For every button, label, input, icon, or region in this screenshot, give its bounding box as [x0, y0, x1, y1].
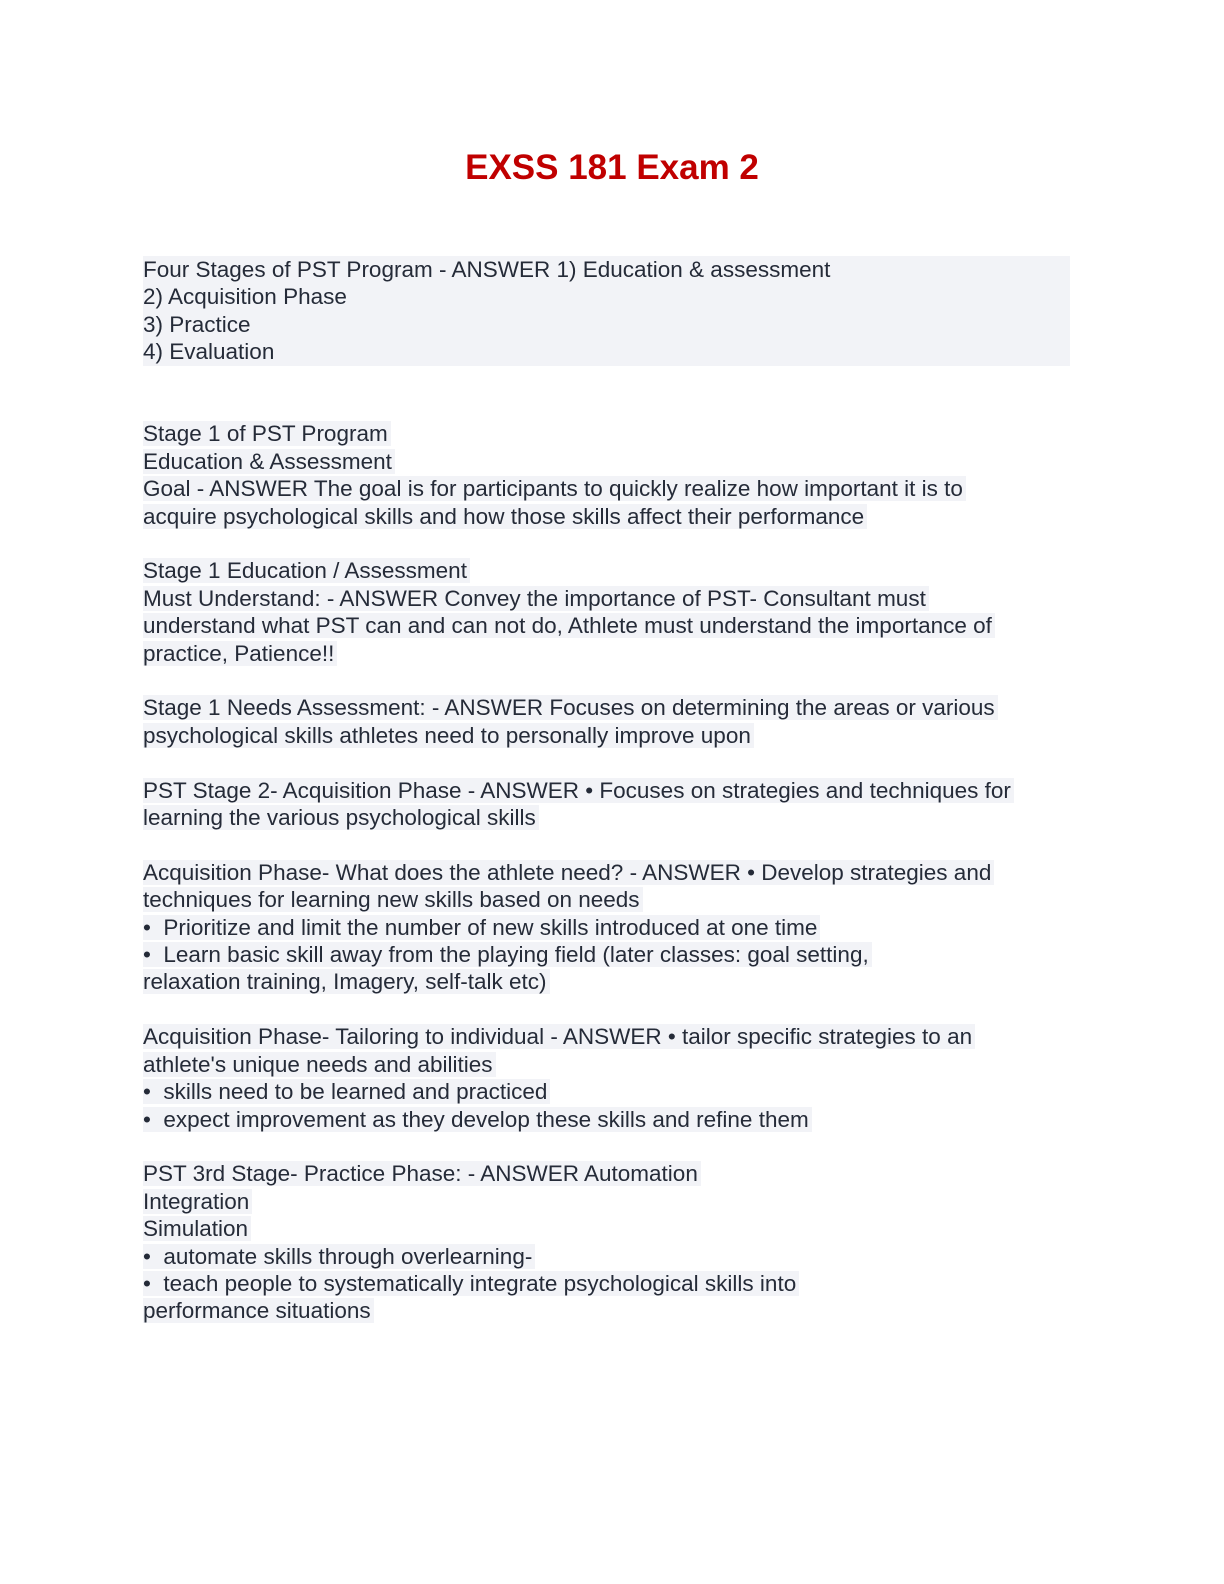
card-line: Stage 1 of PST Program	[143, 421, 391, 446]
card-line: Goal - ANSWER The goal is for participants to quickly realize how important it is to	[143, 476, 966, 501]
card-line: Four Stages of PST Program - ANSWER 1) Education & assessment	[143, 257, 831, 282]
card-line: PST Stage 2- Acquisition Phase - ANSWER • Focuses on strategies and techniques for	[143, 778, 1014, 803]
card-line: Must Understand: - ANSWER Convey the importance of PST- Consultant must	[143, 586, 929, 611]
card-line: techniques for learning new skills based on needs	[143, 887, 643, 912]
card-line: Education & Assessment	[143, 449, 395, 474]
card-line: 4) Evaluation	[143, 339, 275, 365]
card-line: psychological skills athletes need to personally improve upon	[143, 723, 754, 748]
card-line: learning the various psychological skills	[143, 805, 539, 830]
card-line: acquire psychological skills and how those skills affect their performance	[143, 504, 867, 529]
card-line: practice, Patience!!	[143, 641, 337, 666]
card-line: • expect improvement as they develop these skills and refine them	[143, 1107, 812, 1132]
card-line: Simulation	[143, 1216, 251, 1241]
flashcard	[143, 256, 1070, 366]
flashcard	[143, 1160, 1083, 1324]
card-line: performance situations	[143, 1298, 374, 1323]
card-line: 3) Practice	[143, 311, 251, 337]
card-line: • skills need to be learned and practiced	[143, 1079, 550, 1104]
card-line: • automate skills through overlearning-	[143, 1244, 535, 1269]
card-line: • Prioritize and limit the number of new skills introduced at one time	[143, 915, 820, 940]
card-line: Acquisition Phase- Tailoring to individual - ANSWER • tailor specific strategies to an	[143, 1024, 975, 1049]
flashcard	[143, 777, 1083, 832]
flashcard	[143, 1023, 1083, 1133]
card-line: relaxation training, Imagery, self-talk etc)	[143, 969, 550, 994]
flashcard	[143, 557, 1083, 667]
card-line: Integration	[143, 1189, 252, 1214]
flashcard	[143, 420, 1083, 530]
flashcard	[143, 694, 1083, 749]
card-line: athlete's unique needs and abilities	[143, 1052, 496, 1077]
card-line: understand what PST can and can not do, Athlete must understand the importance of	[143, 613, 995, 638]
card-line: • teach people to systematically integrate psychological skills into	[143, 1271, 799, 1296]
card-line: 2) Acquisition Phase	[143, 284, 347, 310]
card-line: Acquisition Phase- What does the athlete need? - ANSWER • Develop strategies and	[143, 860, 994, 885]
card-line: PST 3rd Stage- Practice Phase: - ANSWER Automation	[143, 1161, 701, 1186]
card-line: Stage 1 Education / Assessment	[143, 558, 470, 583]
page-title: EXSS 181 Exam 2	[465, 148, 759, 187]
flashcard-list	[143, 256, 1083, 1352]
card-line: Stage 1 Needs Assessment: - ANSWER Focuses on determining the areas or various	[143, 695, 998, 720]
card-line: • Learn basic skill away from the playing field (later classes: goal setting,	[143, 942, 872, 967]
flashcard	[143, 859, 1083, 996]
